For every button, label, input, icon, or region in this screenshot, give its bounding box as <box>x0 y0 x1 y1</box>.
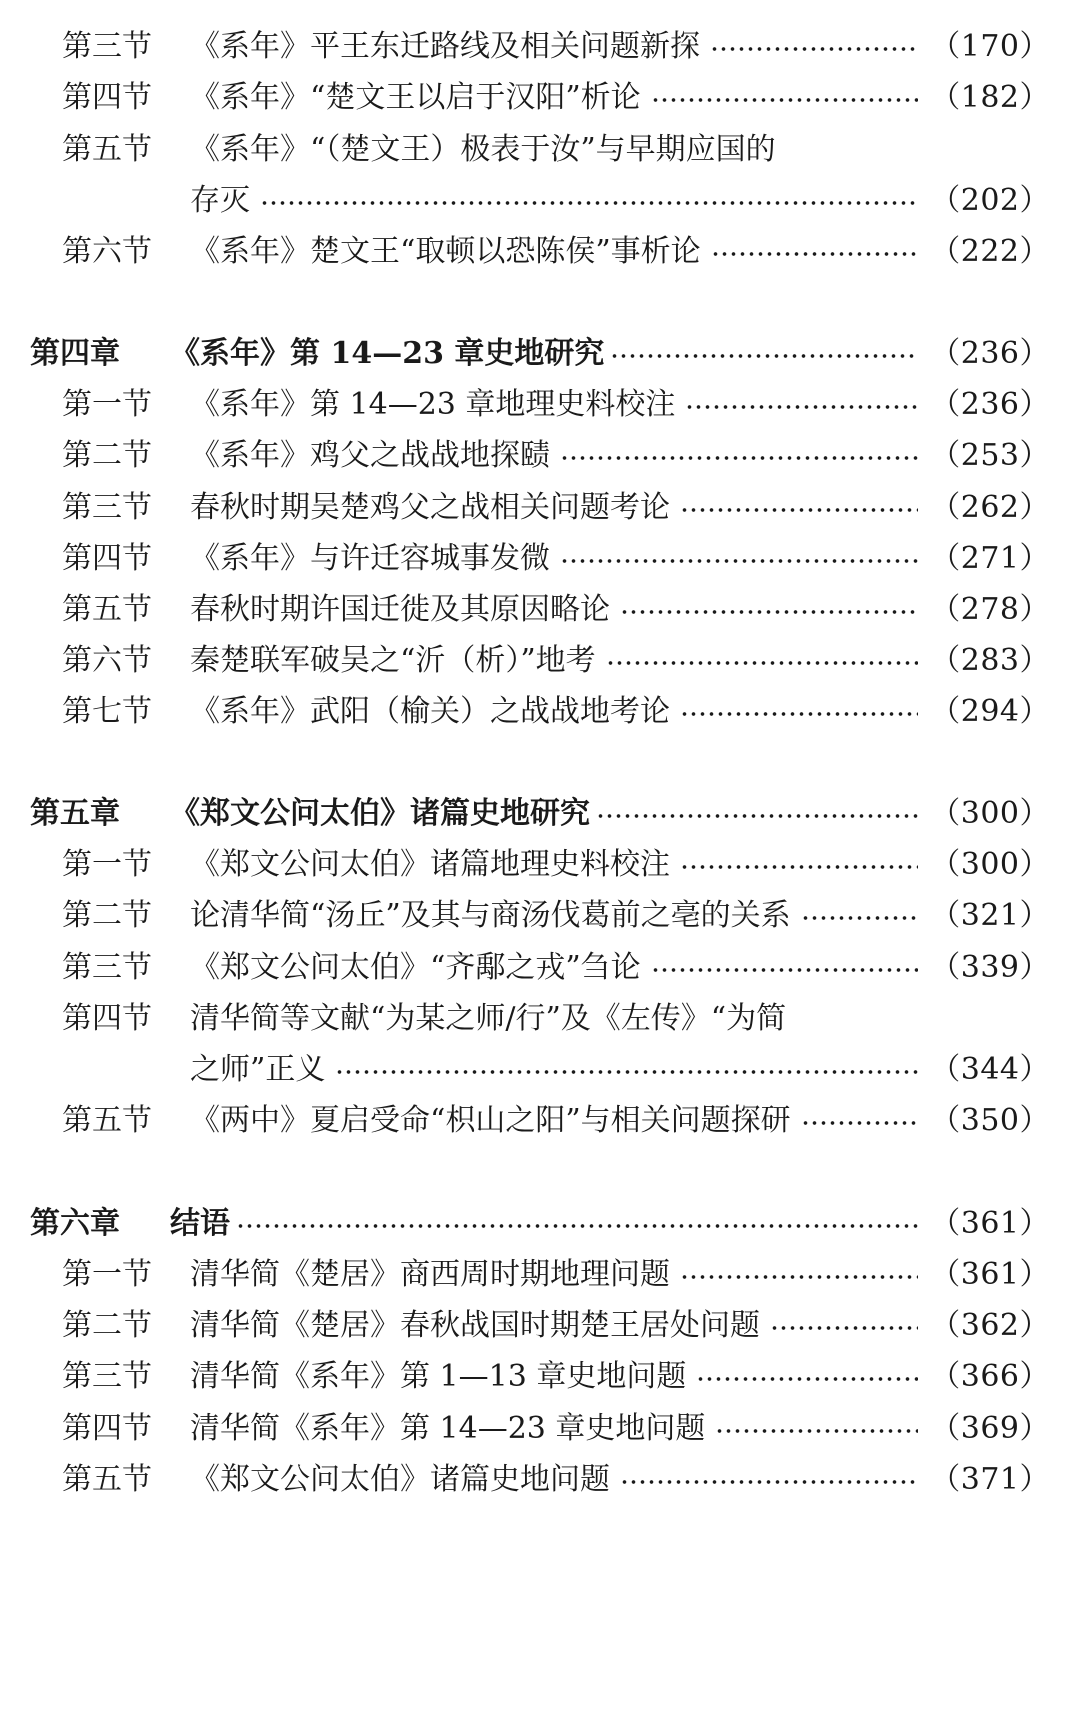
leader-dots <box>710 47 918 51</box>
section-label: 第四节 <box>62 80 152 115</box>
page-number: （339） <box>930 950 1050 985</box>
section-title: 《系年》“楚文王以启于汉阳”析论 <box>190 80 641 115</box>
leader-dots <box>335 1070 918 1074</box>
page-number: （236） <box>930 387 1050 422</box>
section-title: 《系年》平王东迁路线及相关问题新探 <box>190 29 700 64</box>
section-title: 《郑文公问太伯》诸篇地理史料校注 <box>190 847 670 882</box>
leader-dots <box>801 916 919 920</box>
leader-dots <box>711 252 919 256</box>
toc-entry-section[interactable] <box>62 936 1050 992</box>
section-label: 第三节 <box>62 490 152 525</box>
leader-dots <box>560 559 918 563</box>
section-title: 秦楚联军破吴之“沂（析）”地考 <box>190 643 596 678</box>
section-title: 清华简等文献“为某之师/行”及《左传》“为简 <box>190 1001 787 1036</box>
section-label: 第四节 <box>62 1001 152 1036</box>
page-number: （344） <box>930 1052 1050 1087</box>
page-number: （271） <box>930 541 1050 576</box>
section-title: 清华简《系年》第 14—23 章史地问题 <box>190 1411 706 1446</box>
toc-entry-section[interactable] <box>62 476 1050 532</box>
toc-entry-section[interactable] <box>62 1089 1050 1145</box>
section-label: 第六节 <box>62 234 152 269</box>
section-label: 第三节 <box>62 1359 152 1394</box>
chapter-title: 《郑文公问太伯》诸篇史地研究 <box>170 796 590 831</box>
page-number: （294） <box>930 694 1050 729</box>
section-label: 第二节 <box>62 898 152 933</box>
section-title: 《系年》武阳（榆关）之战战地考论 <box>190 694 670 729</box>
toc-entry-section[interactable] <box>62 680 1050 736</box>
section-title: 《郑文公问太伯》诸篇史地问题 <box>190 1462 610 1497</box>
leader-dots <box>606 661 919 665</box>
leader-dots <box>770 1326 918 1330</box>
toc-entry-continuation[interactable] <box>62 169 1050 225</box>
section-title: 论清华简“汤丘”及其与商汤伐葛前之亳的关系 <box>190 898 791 933</box>
section-label: 第七节 <box>62 694 152 729</box>
section-title: 《郑文公问太伯》“齐鄅之戎”刍论 <box>190 950 641 985</box>
section-title-continued: 之师”正义 <box>190 1052 326 1087</box>
section-title: 《系年》“（楚文王）极表于汝”与早期应国的 <box>190 132 776 167</box>
leader-dots <box>801 1121 919 1125</box>
leader-dots <box>680 508 918 512</box>
page-number: （362） <box>930 1308 1050 1343</box>
page-number: （350） <box>930 1103 1050 1138</box>
chapter-title: 结语 <box>170 1206 230 1241</box>
toc-entry-continuation[interactable] <box>62 1038 1050 1094</box>
toc-entry-section[interactable] <box>62 1345 1050 1401</box>
leader-dots <box>620 1480 918 1484</box>
leader-dots <box>715 1429 918 1433</box>
page-number: （300） <box>930 796 1050 831</box>
toc-entry-section[interactable] <box>62 884 1050 940</box>
toc-entry-section[interactable] <box>62 833 1050 889</box>
page-number: （262） <box>930 490 1050 525</box>
toc-entry-chapter[interactable] <box>30 1192 1050 1248</box>
leader-dots <box>620 610 918 614</box>
section-label: 第五节 <box>62 1103 152 1138</box>
page-number: （361） <box>930 1206 1050 1241</box>
section-title: 清华简《楚居》商西周时期地理问题 <box>190 1257 670 1292</box>
section-label: 第四节 <box>62 541 152 576</box>
section-title: 《系年》第 14—23 章地理史料校注 <box>190 387 676 422</box>
page-number: （222） <box>930 234 1050 269</box>
section-title: 春秋时期吴楚鸡父之战相关问题考论 <box>190 490 670 525</box>
toc-entry-section[interactable] <box>62 629 1050 685</box>
toc-entry-section[interactable] <box>62 1448 1050 1504</box>
page-number: （321） <box>930 898 1050 933</box>
toc-entry-section[interactable] <box>62 424 1050 480</box>
leader-dots <box>651 98 919 102</box>
page-number: （170） <box>930 29 1050 64</box>
leader-dots <box>560 456 918 460</box>
toc-entry-section[interactable] <box>62 220 1050 276</box>
toc-entry-section[interactable] <box>62 527 1050 583</box>
section-title: 《系年》鸡父之战战地探赜 <box>190 438 550 473</box>
section-label: 第四节 <box>62 1411 152 1446</box>
leader-dots <box>680 865 918 869</box>
page-number: （300） <box>930 847 1050 882</box>
section-label: 第五节 <box>62 1462 152 1497</box>
section-title: 清华简《楚居》春秋战国时期楚王居处问题 <box>190 1308 760 1343</box>
leader-dots <box>651 968 919 972</box>
section-label: 第一节 <box>62 847 152 882</box>
section-title: 《系年》与许迁容城事发微 <box>190 541 550 576</box>
section-title: 《系年》楚文王“取顿以恐陈侯”事析论 <box>190 234 701 269</box>
toc-entry-chapter[interactable] <box>30 322 1050 378</box>
toc-entry-section[interactable] <box>62 987 1050 1043</box>
toc-entry-section[interactable] <box>62 1397 1050 1453</box>
leader-dots <box>596 814 918 818</box>
toc-entry-section[interactable] <box>62 66 1050 122</box>
chapter-label: 第六章 <box>30 1206 120 1241</box>
section-title: 《两中》夏启受命“枳山之阳”与相关问题探研 <box>190 1103 791 1138</box>
section-label: 第三节 <box>62 950 152 985</box>
section-title-continued: 存灭 <box>190 183 250 218</box>
leader-dots <box>696 1377 918 1381</box>
page-number: （283） <box>930 643 1050 678</box>
section-label: 第二节 <box>62 1308 152 1343</box>
page-number: （253） <box>930 438 1050 473</box>
leader-dots <box>680 712 918 716</box>
page-number: （366） <box>930 1359 1050 1394</box>
section-label: 第一节 <box>62 387 152 422</box>
page-number: （371） <box>930 1462 1050 1497</box>
page-number: （202） <box>930 183 1050 218</box>
toc-entry-section[interactable] <box>62 1243 1050 1299</box>
section-label: 第二节 <box>62 438 152 473</box>
section-title: 春秋时期许国迁徙及其原因略论 <box>190 592 610 627</box>
toc-entry-section[interactable] <box>62 578 1050 634</box>
chapter-label: 第五章 <box>30 796 120 831</box>
chapter-label: 第四章 <box>30 336 120 371</box>
page-number: （361） <box>930 1257 1050 1292</box>
page-number: （369） <box>930 1411 1050 1446</box>
section-label: 第五节 <box>62 592 152 627</box>
toc-entry-section[interactable] <box>62 118 1050 174</box>
page-number: （278） <box>930 592 1050 627</box>
section-label: 第六节 <box>62 643 152 678</box>
section-label: 第一节 <box>62 1257 152 1292</box>
section-label: 第五节 <box>62 132 152 167</box>
section-label: 第三节 <box>62 29 152 64</box>
toc-entry-section[interactable] <box>62 15 1050 71</box>
chapter-title: 《系年》第 14—23 章史地研究 <box>170 336 605 371</box>
toc-entry-chapter[interactable] <box>30 782 1050 838</box>
leader-dots <box>680 1275 918 1279</box>
leader-dots <box>260 201 918 205</box>
toc-entry-section[interactable] <box>62 373 1050 429</box>
page-number: （236） <box>930 336 1050 371</box>
leader-dots <box>685 405 918 409</box>
page-number: （182） <box>930 80 1050 115</box>
leader-dots <box>236 1224 918 1228</box>
toc-entry-section[interactable] <box>62 1294 1050 1350</box>
leader-dots <box>610 354 918 358</box>
section-title: 清华简《系年》第 1—13 章史地问题 <box>190 1359 687 1394</box>
